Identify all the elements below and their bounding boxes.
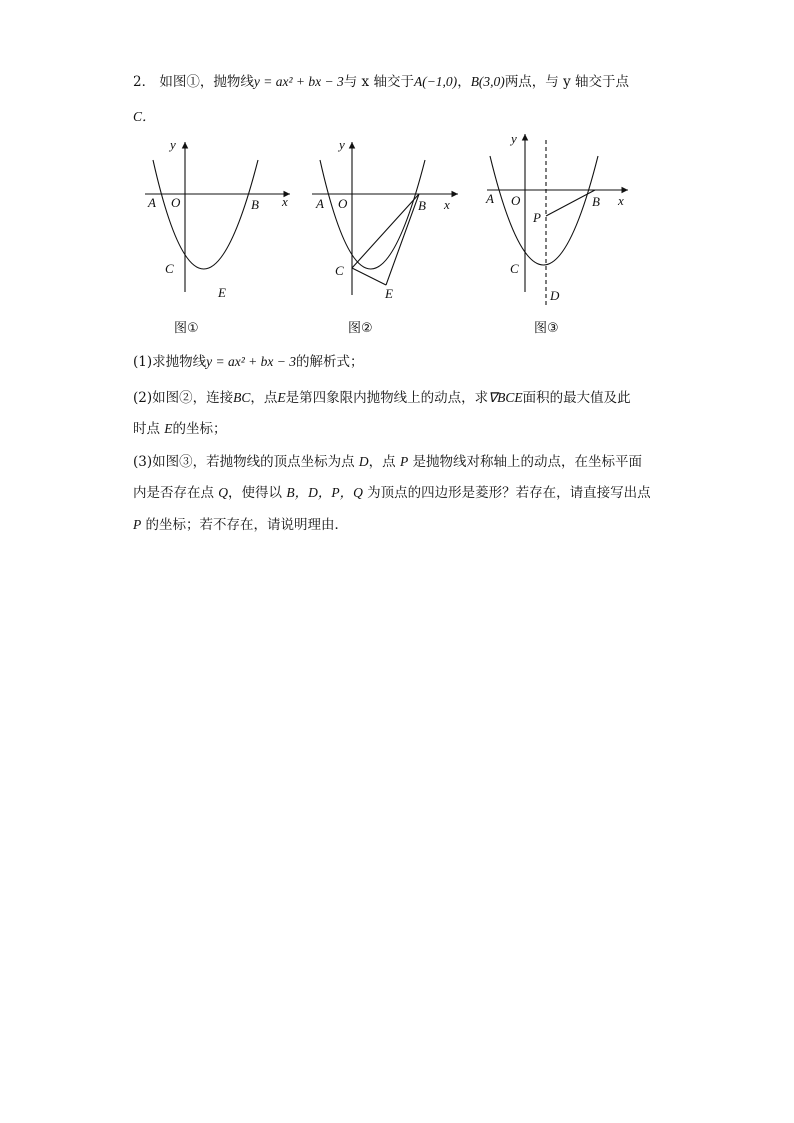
problem-intro-line1: 2． 如图①，抛物线y = ax² + bx − 3与 x 轴交于A(−1,0)，B(3,0)两点，与 y 轴交于点 bbox=[133, 74, 630, 90]
fig1-label-B: B bbox=[251, 197, 259, 212]
figures bbox=[140, 130, 650, 345]
fig3-label-P: P bbox=[533, 210, 541, 225]
fig2-label-x: x bbox=[444, 197, 450, 212]
question-3-line3: P 的坐标；若不存在，请说明理由． bbox=[133, 517, 349, 533]
fig2-label-y: y bbox=[339, 137, 345, 152]
fig2-caption: 图② bbox=[348, 321, 373, 336]
fig2-segment-CE bbox=[352, 268, 386, 285]
figure-2 bbox=[312, 142, 458, 295]
fig1-label-y: y bbox=[170, 137, 176, 152]
fig1-parabola bbox=[153, 160, 258, 269]
fig2-label-C: C bbox=[335, 263, 344, 278]
fig3-segment-PB bbox=[546, 190, 595, 216]
fig3-label-O: O bbox=[511, 193, 521, 208]
fig2-label-B: B bbox=[418, 198, 426, 213]
fig1-caption: 图① bbox=[174, 321, 199, 336]
fig3-label-y: y bbox=[511, 131, 517, 146]
fig3-label-B: B bbox=[592, 194, 600, 209]
question-2-line2: 时点 E的坐标； bbox=[133, 421, 227, 437]
figure-3 bbox=[487, 134, 628, 306]
fig3-parabola bbox=[490, 156, 598, 265]
fig1-label-E: E bbox=[218, 285, 226, 300]
fig2-segment-BE bbox=[386, 194, 419, 285]
fig2-parabola bbox=[320, 160, 425, 269]
fig3-label-A: A bbox=[486, 191, 494, 206]
question-3-line2: 内是否存在点 Q，使得以 B，D，P，Q 为顶点的四边形是菱形？若存在，请直接写出点 bbox=[133, 485, 651, 501]
fig3-label-x: x bbox=[618, 193, 624, 208]
fig3-caption: 图③ bbox=[534, 321, 559, 336]
fig1-label-O: O bbox=[171, 195, 181, 210]
fig2-segment-BC bbox=[352, 194, 419, 268]
question-2-line1: (2)如图②，连接BC，点E是第四象限内抛物线上的动点，求∇BCE面积的最大值及此 bbox=[133, 390, 631, 406]
fig1-label-A: A bbox=[148, 195, 156, 210]
fig1-label-x: x bbox=[282, 194, 288, 209]
fig1-label-C: C bbox=[165, 261, 174, 276]
fig2-label-O: O bbox=[338, 196, 348, 211]
fig3-label-C: C bbox=[510, 261, 519, 276]
fig3-label-D: D bbox=[550, 288, 560, 303]
fig2-label-A: A bbox=[316, 196, 324, 211]
question-3-line1: (3)如图③，若抛物线的顶点坐标为点 D，点 P 是抛物线对称轴上的动点，在坐标平面 bbox=[133, 454, 643, 470]
problem-intro-line2: C． bbox=[133, 109, 156, 124]
fig2-label-E: E bbox=[385, 286, 393, 301]
question-1: (1)求抛物线y = ax² + bx − 3的解析式； bbox=[133, 354, 364, 370]
